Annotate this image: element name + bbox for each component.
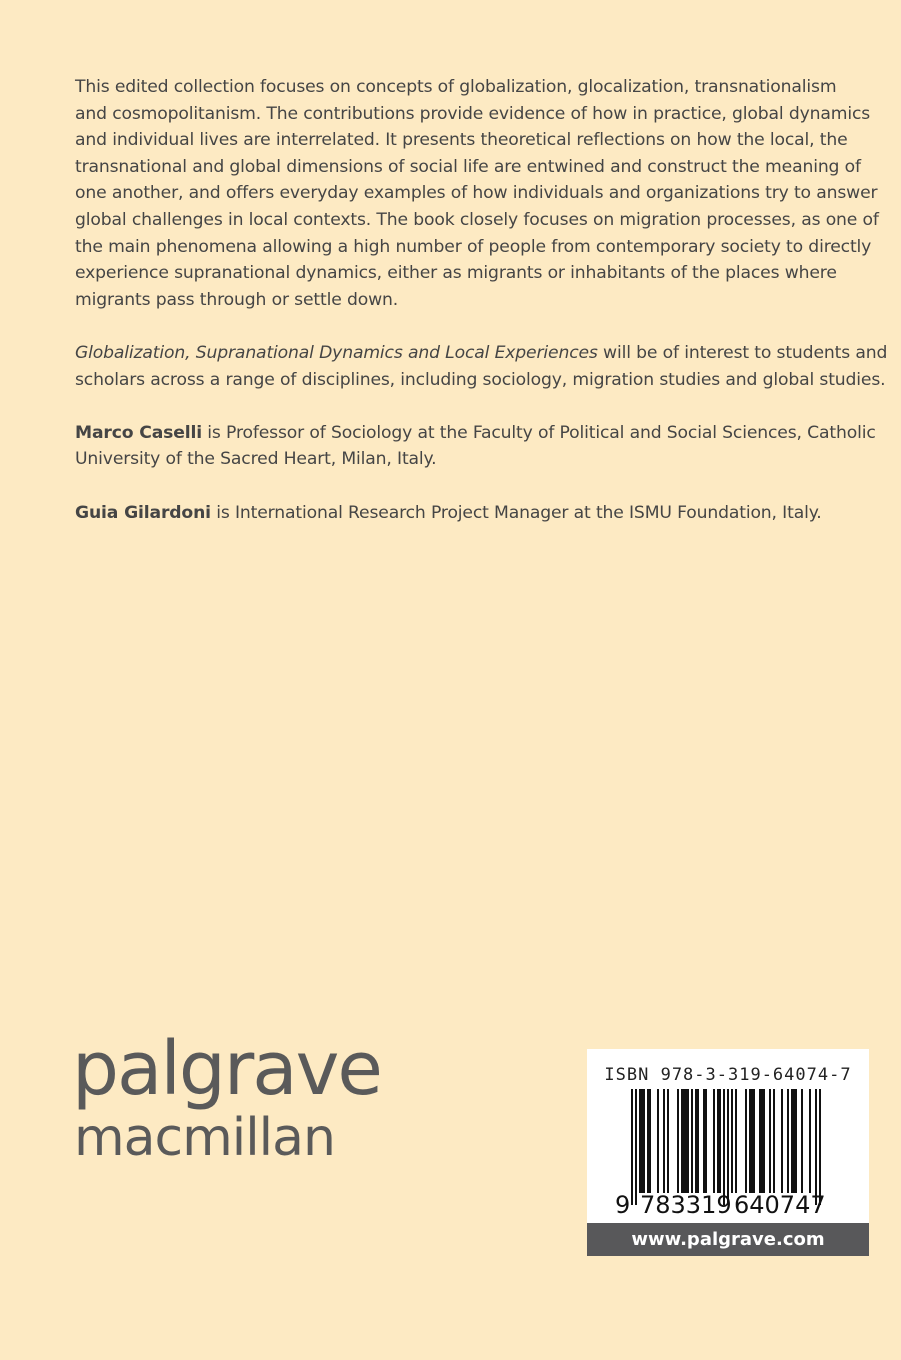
barcode-bar [681, 1089, 683, 1193]
barcode-bar [735, 1089, 737, 1193]
barcode-bar [703, 1089, 705, 1193]
barcode-bar [683, 1089, 685, 1193]
barcode-bar [753, 1089, 755, 1193]
author-bio-gilardoni: Guia Gilardoni is International Research Project Manager at the ISMU Foundation, Italy. [75, 502, 822, 523]
barcode-bar [643, 1089, 645, 1193]
publisher-logo: palgrave macmillan [72, 1026, 381, 1168]
barcode-bar [717, 1089, 719, 1193]
barcode-bar [727, 1089, 729, 1205]
barcode-bar [713, 1089, 715, 1193]
barcode-bar [809, 1089, 811, 1193]
barcode-bar [751, 1089, 753, 1193]
barcode-bar [773, 1089, 775, 1193]
text-line: experience supranational dynamics, either as migrants or inhabitants of the places where [75, 263, 837, 284]
isbn-label: ISBN 978-3-319-64074-7 [604, 1065, 852, 1085]
barcode-bar [663, 1089, 665, 1193]
text-line: migrants pass through or settle down. [75, 289, 399, 310]
barcode-bar [723, 1089, 725, 1205]
back-cover-blurb [75, 74, 888, 553]
text-line: and cosmopolitanism. The contributions provide evidence of how in practice, global dynamics [75, 103, 871, 124]
barcode-bar [687, 1089, 689, 1193]
barcode-bar [697, 1089, 699, 1193]
barcode-digits: 640747 [734, 1191, 826, 1217]
barcode-bar [649, 1089, 651, 1193]
audience-paragraph: Globalization, Supranational Dynamics and Local Experiences will be of interest to students and scholars across a range of disciplines, including sociology, migration studies and global studies. [75, 342, 888, 390]
author-name: Guia Gilardoni [75, 502, 211, 523]
barcode-bar [695, 1089, 697, 1193]
text-line: This edited collection focuses on concepts of globalization, glocalization, transnationalism [75, 77, 837, 97]
barcode-bar [719, 1089, 721, 1193]
text-line: the main phenomena allowing a high number of people from contemporary society to directly [75, 236, 872, 257]
barcode-bar [801, 1089, 803, 1193]
barcode-bar [635, 1089, 637, 1205]
barcode-bar [639, 1089, 641, 1193]
text-line: global challenges in local contexts. The book closely focuses on migration processes, as one of [75, 209, 879, 230]
barcode-bar [677, 1089, 679, 1193]
barcode-bar [749, 1089, 751, 1193]
barcode-bar [793, 1089, 795, 1193]
text-line: one another, and offers everyday examples of how individuals and organizations try to answer [75, 183, 878, 204]
barcode-bar [657, 1089, 659, 1193]
book-title: Globalization, Supranational Dynamics and Local Experiences [75, 342, 598, 363]
barcode-bar [691, 1089, 693, 1193]
barcode-digits: 783319 [640, 1191, 732, 1217]
barcode-bar [705, 1089, 707, 1193]
barcode-bar [819, 1089, 821, 1205]
barcode-bar [641, 1089, 643, 1193]
barcode-bar [791, 1089, 793, 1193]
barcode-bar [795, 1089, 797, 1193]
text-line: transnational and global dimensions of social life are entwined and construct the meaning of [75, 156, 861, 177]
barcode-bar [763, 1089, 765, 1193]
text-line: and individual lives are interrelated. It presents theoretical reflections on how the local, the [75, 130, 848, 151]
barcode-bar [815, 1089, 817, 1205]
author-bio-caselli: Marco Caselli is Professor of Sociology at the Faculty of Political and Social Sciences, Catholic University of the Sacred Heart, Milan, Italy. [75, 422, 876, 470]
barcode-bar [769, 1089, 771, 1193]
isbn-barcode [587, 1049, 869, 1223]
barcode-bar [781, 1089, 783, 1193]
barcode-digits: 9 [615, 1191, 631, 1217]
barcode-bar [759, 1089, 761, 1193]
description-paragraph [75, 74, 879, 313]
website-link[interactable]: www.palgrave.com [587, 1223, 869, 1256]
barcode-bar [685, 1089, 687, 1193]
barcode-bar [631, 1089, 633, 1205]
barcode-bar [731, 1089, 733, 1193]
barcode-bar [667, 1089, 669, 1193]
barcode-bar [787, 1089, 789, 1193]
barcode-bars [615, 1089, 841, 1217]
barcode-bar [761, 1089, 763, 1193]
author-name: Marco Caselli [75, 422, 202, 443]
barcode-bar [745, 1089, 747, 1193]
barcode-bar [647, 1089, 649, 1193]
